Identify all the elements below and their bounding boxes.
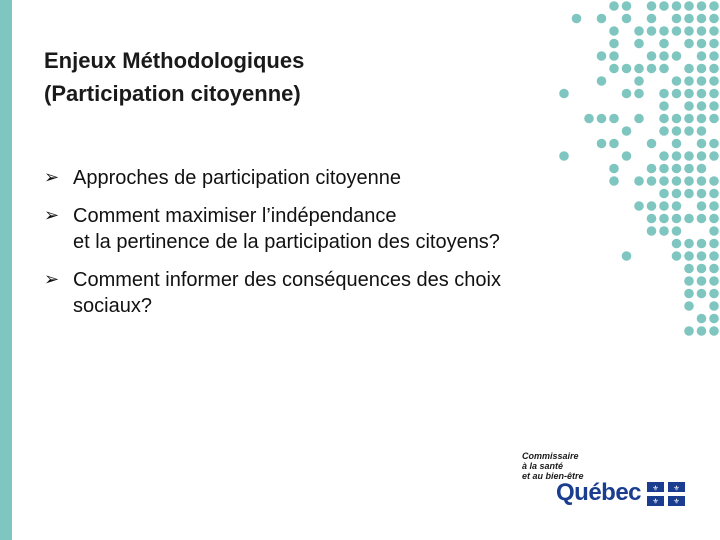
decorative-dot [659, 189, 669, 199]
decorative-dot [672, 126, 682, 136]
decorative-dot [684, 39, 694, 49]
decorative-dot [684, 151, 694, 161]
decorative-dot [609, 114, 619, 124]
decorative-dot [659, 114, 669, 124]
decorative-dot [697, 164, 707, 174]
decorative-dot [647, 64, 657, 74]
slide-title-line-1: Enjeux Méthodologiques [44, 48, 305, 73]
left-accent-bar [0, 0, 12, 540]
decorative-dot [697, 289, 707, 299]
decorative-dot [572, 14, 582, 24]
decorative-dot [697, 89, 707, 99]
decorative-dot [647, 164, 657, 174]
logo-government-name: Québec [556, 479, 642, 506]
decorative-dot [672, 239, 682, 249]
decorative-dot [697, 14, 707, 24]
decorative-dot [709, 264, 719, 274]
decorative-dot [684, 114, 694, 124]
decorative-dot [634, 26, 644, 36]
decorative-dot [672, 151, 682, 161]
decorative-dot [709, 39, 719, 49]
decorative-dot [709, 201, 719, 211]
decorative-dot [697, 214, 707, 224]
bullet-text: Approches de participation citoyenne [73, 167, 401, 189]
decorative-dot [622, 151, 632, 161]
decorative-dot [697, 39, 707, 49]
decorative-dot [672, 114, 682, 124]
decorative-dot [647, 176, 657, 186]
decorative-dot [697, 139, 707, 149]
decorative-dot [697, 251, 707, 261]
decorative-dot [634, 201, 644, 211]
decorative-dot [684, 276, 694, 286]
decorative-dot [684, 64, 694, 74]
decorative-dot [709, 76, 719, 86]
decorative-dot [684, 239, 694, 249]
decorative-dot [609, 51, 619, 61]
decorative-dot [647, 226, 657, 236]
decorative-dot [597, 14, 607, 24]
decorative-dot [622, 14, 632, 24]
decorative-dot [672, 139, 682, 149]
decorative-dot [659, 201, 669, 211]
decorative-dot [622, 126, 632, 136]
decorative-dot [672, 214, 682, 224]
decorative-dot [684, 126, 694, 136]
decorative-dot [709, 189, 719, 199]
decorative-dot [709, 239, 719, 249]
decorative-dot [609, 1, 619, 11]
decorative-dot [709, 64, 719, 74]
decorative-dot [709, 89, 719, 99]
decorative-dot [684, 76, 694, 86]
bullet-item [44, 165, 604, 191]
svg-text:⚜: ⚜ [652, 484, 659, 493]
decorative-dot [597, 114, 607, 124]
decorative-dot [697, 101, 707, 111]
decorative-dot [684, 14, 694, 24]
bullet-item [44, 203, 604, 255]
decorative-dot [697, 126, 707, 136]
decorative-dot [597, 76, 607, 86]
decorative-dot [697, 189, 707, 199]
decorative-dot [697, 64, 707, 74]
decorative-dot [559, 151, 569, 161]
decorative-dot [659, 26, 669, 36]
decorative-dot [659, 101, 669, 111]
decorative-dot [647, 139, 657, 149]
logo-org-line-3: et au bien-être [522, 471, 584, 481]
decorative-dot [672, 1, 682, 11]
decorative-dot [659, 126, 669, 136]
decorative-dot [634, 114, 644, 124]
decorative-dot [684, 251, 694, 261]
decorative-dot [622, 1, 632, 11]
decorative-dot [672, 89, 682, 99]
decorative-dot [672, 14, 682, 24]
slide-title-line-2: (Participation citoyenne) [44, 81, 301, 106]
decorative-dot [672, 26, 682, 36]
decorative-dot [684, 214, 694, 224]
decorative-dot [709, 51, 719, 61]
decorative-dot [709, 289, 719, 299]
arrow-bullet-icon: ➢ [44, 205, 60, 226]
decorative-dot [634, 176, 644, 186]
decorative-dot [672, 76, 682, 86]
decorative-dot [647, 214, 657, 224]
bullet-text: Comment maximiser l’indépendance [73, 205, 397, 227]
decorative-dot [634, 76, 644, 86]
decorative-dot [634, 89, 644, 99]
logo-org-line-2: à la santé [522, 461, 564, 471]
decorative-dot [659, 214, 669, 224]
decorative-dot [684, 326, 694, 336]
decorative-dot [622, 251, 632, 261]
decorative-dot [659, 51, 669, 61]
decorative-dot [697, 26, 707, 36]
decorative-dot [684, 164, 694, 174]
decorative-dot [609, 164, 619, 174]
decorative-dot [697, 326, 707, 336]
decorative-dot [697, 76, 707, 86]
decorative-dot [647, 51, 657, 61]
decorative-dot [709, 139, 719, 149]
decorative-dot [597, 51, 607, 61]
decorative-dot [647, 26, 657, 36]
decorative-dot [709, 101, 719, 111]
decorative-dot [697, 314, 707, 324]
decorative-dot [647, 1, 657, 11]
decorative-dot [609, 139, 619, 149]
decorative-dot [609, 64, 619, 74]
decorative-dot [559, 89, 569, 99]
decorative-dot [659, 151, 669, 161]
decorative-dot [659, 1, 669, 11]
decorative-dot [697, 201, 707, 211]
bullet-text-continued: et la pertinence de la participation des citoyens? [73, 231, 500, 253]
decorative-dot [672, 226, 682, 236]
decorative-dot [659, 176, 669, 186]
decorative-dot [684, 189, 694, 199]
decorative-dot [709, 151, 719, 161]
decorative-dot [709, 114, 719, 124]
decorative-dot [672, 176, 682, 186]
decorative-dot [659, 89, 669, 99]
decorative-dot [709, 176, 719, 186]
decorative-dot [609, 26, 619, 36]
decorative-dot [647, 14, 657, 24]
bullet-list [44, 165, 604, 319]
decorative-dot [697, 264, 707, 274]
arrow-bullet-icon: ➢ [44, 269, 60, 290]
svg-text:⚜: ⚜ [652, 497, 659, 506]
decorative-dot [709, 251, 719, 261]
decorative-dot [709, 26, 719, 36]
decorative-dot [697, 1, 707, 11]
bullet-text-continued: sociaux? [73, 295, 152, 317]
decorative-dot [634, 39, 644, 49]
bullet-text: Comment informer des conséquences des choix [73, 269, 501, 291]
decorative-dot [584, 114, 594, 124]
logo-org-name [522, 451, 692, 481]
decorative-dot [709, 301, 719, 311]
decorative-dot [684, 1, 694, 11]
decorative-dot [697, 151, 707, 161]
decorative-dot [659, 164, 669, 174]
decorative-dot [697, 239, 707, 249]
decorative-dot [684, 26, 694, 36]
decorative-dot [659, 226, 669, 236]
decorative-dot [709, 276, 719, 286]
decorative-dot [697, 114, 707, 124]
decorative-dot [709, 226, 719, 236]
decorative-dot [622, 89, 632, 99]
decorative-dot [609, 39, 619, 49]
svg-text:⚜: ⚜ [673, 497, 680, 506]
decorative-dot [684, 89, 694, 99]
arrow-bullet-icon: ➢ [44, 167, 60, 188]
decorative-dot [697, 176, 707, 186]
decorative-dot [634, 64, 644, 74]
decorative-dot [709, 14, 719, 24]
decorative-dot [672, 189, 682, 199]
decorative-dot [684, 289, 694, 299]
logo-org-line-1: Commissaire [522, 451, 579, 461]
slide-title [44, 44, 304, 110]
decorative-dot [709, 314, 719, 324]
decorative-dot [684, 101, 694, 111]
decorative-dot [684, 264, 694, 274]
decorative-dot [659, 64, 669, 74]
decorative-dot [672, 51, 682, 61]
decorative-dot [684, 301, 694, 311]
fleurdelise-flag-icon [647, 482, 685, 506]
decorative-dot [697, 51, 707, 61]
decorative-dot [622, 64, 632, 74]
decorative-dot [709, 214, 719, 224]
decorative-dot [647, 201, 657, 211]
bullet-item [44, 267, 604, 319]
decorative-dot [709, 1, 719, 11]
decorative-dot [672, 251, 682, 261]
organization-logo [522, 451, 692, 511]
decorative-dot [609, 176, 619, 186]
decorative-dot [672, 201, 682, 211]
svg-text:⚜: ⚜ [673, 484, 680, 493]
decorative-dot [597, 139, 607, 149]
decorative-dot [709, 326, 719, 336]
decorative-dot [672, 164, 682, 174]
decorative-dot [659, 39, 669, 49]
decorative-dot [697, 276, 707, 286]
decorative-dot [684, 176, 694, 186]
